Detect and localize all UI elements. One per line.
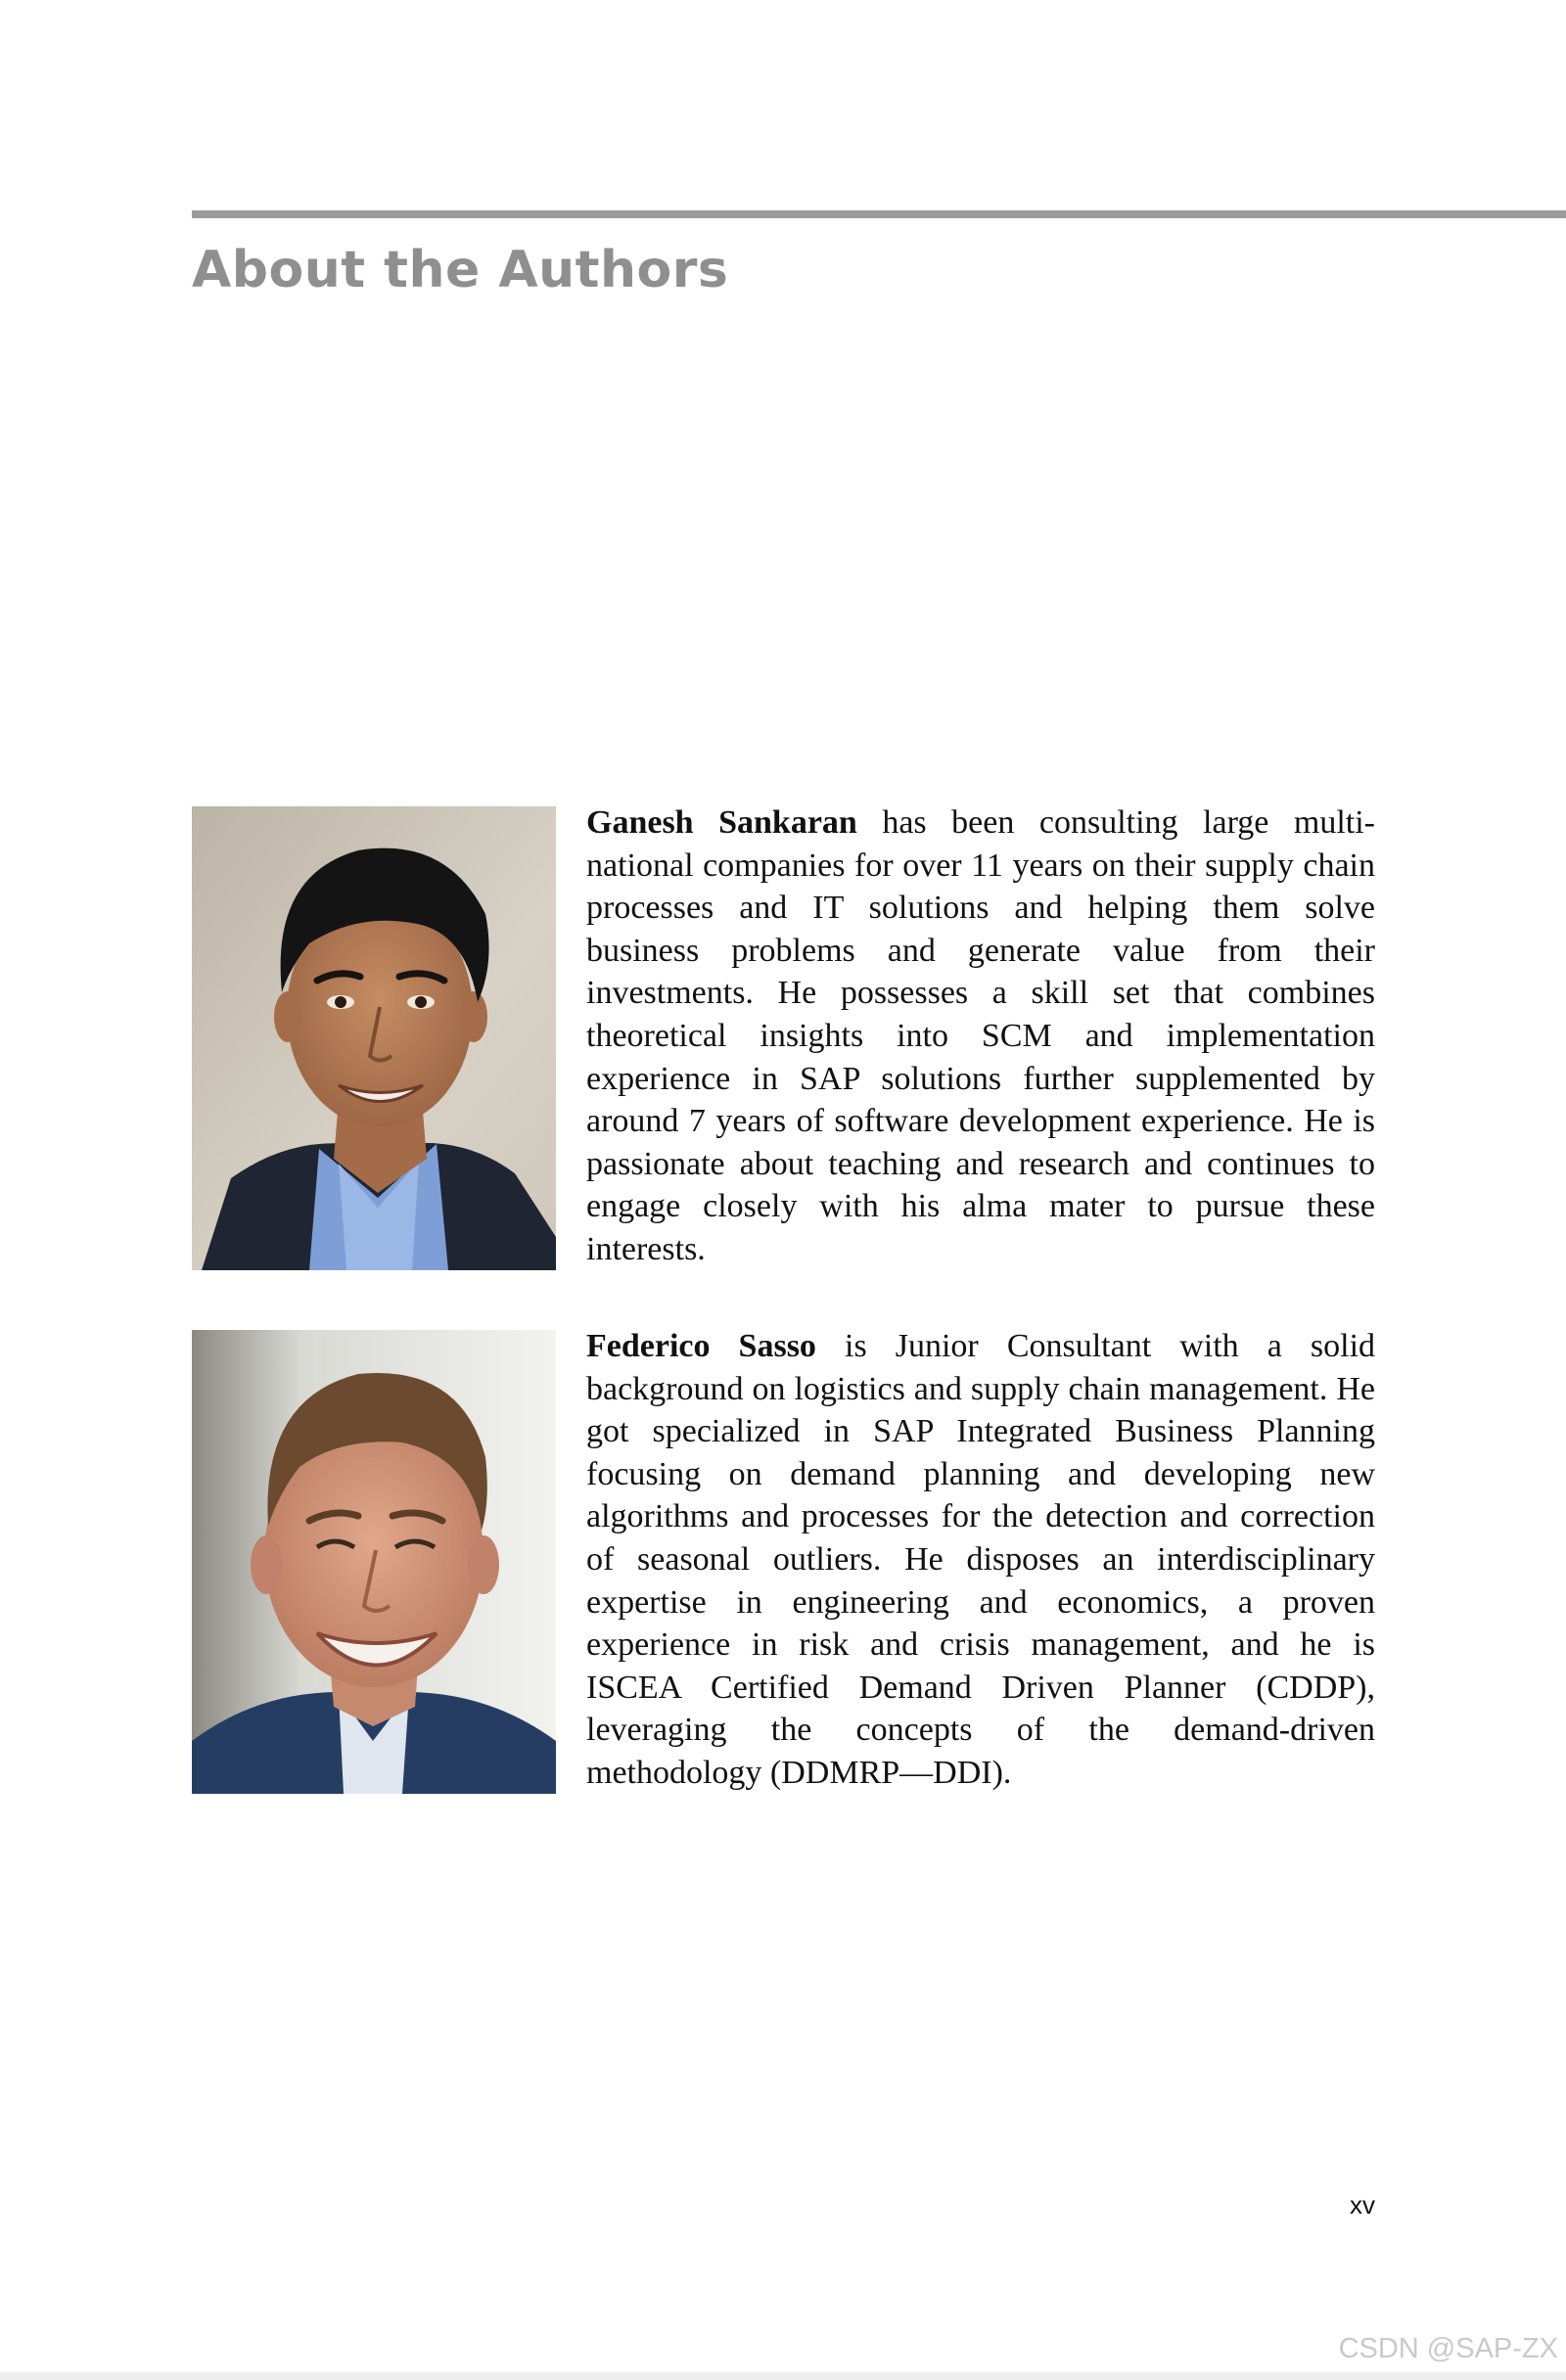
watermark: CSDN @SAP-ZX [1338,2333,1558,2364]
author-bio-text: has been consulting large multi-national companies for over 11 years on their supply chain processes and IT solutions and helping them solve business problems and generate value from their investments. He possesses a skill set that combines theoretical insights into SCM and implementation experience in SAP solutions further supplemented by around 7 years of software development experience. He is passionate about teaching and research and continues to engage closely with his alma mater to pursue these interests. [586,804,1375,1267]
header-rule [192,210,1566,218]
page-title: About the Authors [192,241,729,299]
page-number: xv [1350,2190,1375,2220]
author-photo-ganesh-sankaran [192,806,556,1270]
author-name: Federico Sasso [586,1328,816,1364]
author-bio-text: is Junior Consultant with a solid background on logistics and supply chain management. He got specialized in SAP Integrated Business Planning focusing on demand planning and developing new algorithms and processes for the detection and correction of seasonal outliers. He disposes an interdisciplinary expertise in engineering and economics, a proven experience in risk and crisis management, and he is ISCEA Certified Demand Driven Planner (CDDP), leveraging the concepts of the demand-driven methodology (DDMRP—DDI). [586,1328,1376,1791]
author-bio-ganesh-sankaran [586,801,1375,1271]
bottom-border [0,2372,1566,2380]
author-bio-federico-sasso [586,1325,1375,1795]
author-name: Ganesh Sankaran [586,804,857,841]
author-photo-federico-sasso [192,1330,556,1794]
